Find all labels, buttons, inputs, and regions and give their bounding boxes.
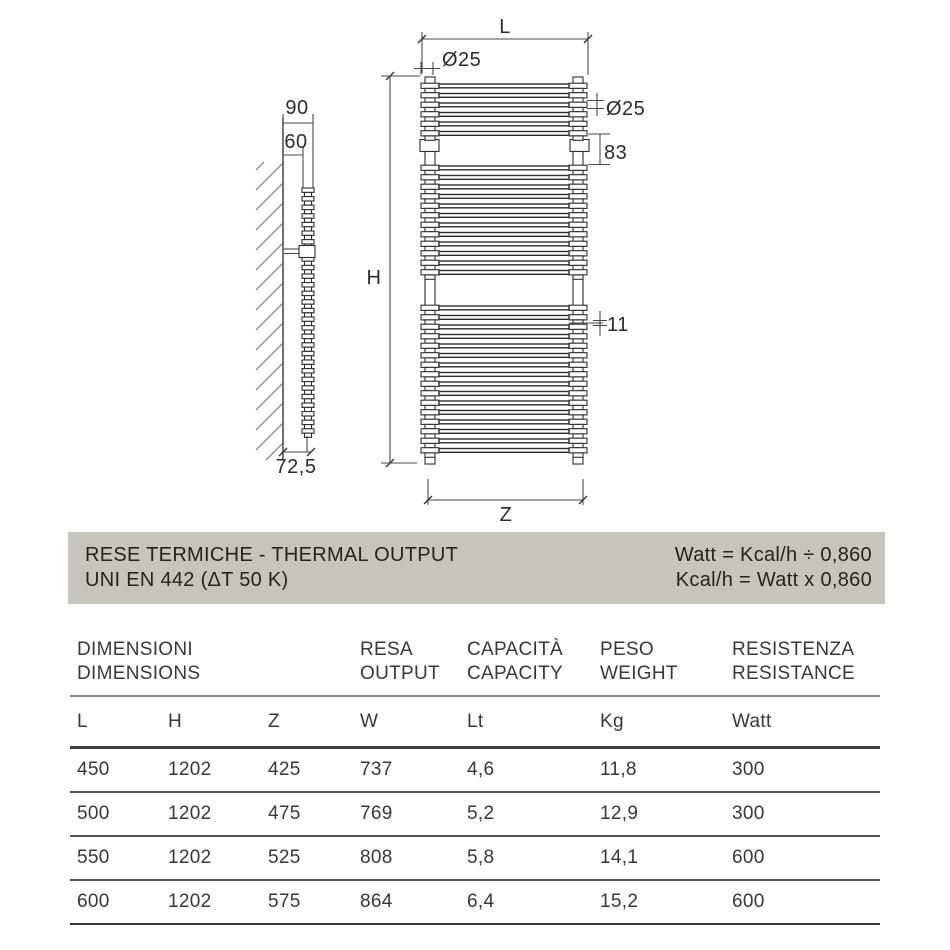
col-w: W [353, 696, 460, 748]
group-weight: PESO WEIGHT [593, 633, 725, 696]
table-row [70, 880, 880, 924]
banner-formulas [675, 543, 872, 604]
table-cell: 525 [261, 836, 353, 880]
table-group-header-row [70, 633, 880, 696]
table-cell: 1202 [161, 748, 261, 793]
table-cell: 475 [261, 792, 353, 836]
group-dimensions: DIMENSIONI DIMENSIONS [70, 633, 353, 696]
front-view-drawing [367, 16, 646, 526]
table-cell: 1202 [161, 880, 261, 924]
group-gap-83-label: 83 [604, 142, 628, 164]
table-row [70, 792, 880, 836]
banner-title-line2: UNI EN 442 (ΔT 50 K) [85, 569, 289, 591]
spec-table [70, 633, 880, 925]
table-cell: 500 [70, 792, 161, 836]
length-l-label: L [499, 16, 511, 38]
col-watt: Watt [725, 696, 880, 748]
table-cell: 600 [725, 880, 880, 924]
banner-title-line1: RESE TERMICHE - THERMAL OUTPUT [85, 544, 459, 566]
table-cell: 808 [353, 836, 460, 880]
table-cell: 600 [725, 836, 880, 880]
table-row [70, 748, 880, 793]
table-cell: 600 [70, 880, 161, 924]
group-resistance: RESISTENZA RESISTANCE [725, 633, 880, 696]
table-cell: 300 [725, 748, 880, 793]
table-cell: 425 [261, 748, 353, 793]
col-h: H [161, 696, 261, 748]
table-cell: 6,4 [460, 880, 593, 924]
table-cell: 11,8 [593, 748, 725, 793]
table-column-header-row [70, 696, 880, 748]
col-z: Z [261, 696, 353, 748]
col-lt: Lt [460, 696, 593, 748]
side-view-drawing [256, 97, 316, 478]
tube-gap-11-label: 11 [607, 314, 629, 336]
table-cell: 300 [725, 792, 880, 836]
table-cell: 550 [70, 836, 161, 880]
group-output: RESA OUTPUT [353, 633, 460, 696]
table-cell: 575 [261, 880, 353, 924]
table-cell: 12,9 [593, 792, 725, 836]
height-h-label: H [366, 267, 382, 289]
width-z-label: Z [499, 504, 513, 526]
diameter-side-label: Ø25 [606, 98, 646, 120]
thermal-output-banner [68, 532, 885, 604]
table-cell: 4,6 [460, 748, 593, 793]
table-cell: 450 [70, 748, 161, 793]
table-row [70, 836, 880, 880]
tube-rows [421, 83, 587, 457]
table-cell: 5,8 [460, 836, 593, 880]
table-cell: 14,1 [593, 836, 725, 880]
depth-72-label: 72,5 [275, 456, 317, 478]
side-collector [302, 188, 314, 437]
table-cell: 769 [353, 792, 460, 836]
banner-title [85, 543, 458, 604]
col-l: L [70, 696, 161, 748]
diameter-top-label: Ø25 [442, 49, 482, 71]
col-kg: Kg [593, 696, 725, 748]
group-capacity: CAPACITÀ CAPACITY [460, 633, 593, 696]
depth-60-label: 60 [284, 131, 308, 153]
table-cell: 15,2 [593, 880, 725, 924]
table-cell: 737 [353, 748, 460, 793]
depth-90-label: 90 [285, 97, 309, 119]
table-cell: 1202 [161, 836, 261, 880]
table-cell: 1202 [161, 792, 261, 836]
table-cell: 5,2 [460, 792, 593, 836]
formula-watt: Watt = Kcal/h ÷ 0,860 [674, 544, 872, 566]
formula-kcal: Kcal/h = Watt x 0,860 [675, 569, 872, 591]
table-cell: 864 [353, 880, 460, 924]
wall-hatch [256, 162, 283, 460]
